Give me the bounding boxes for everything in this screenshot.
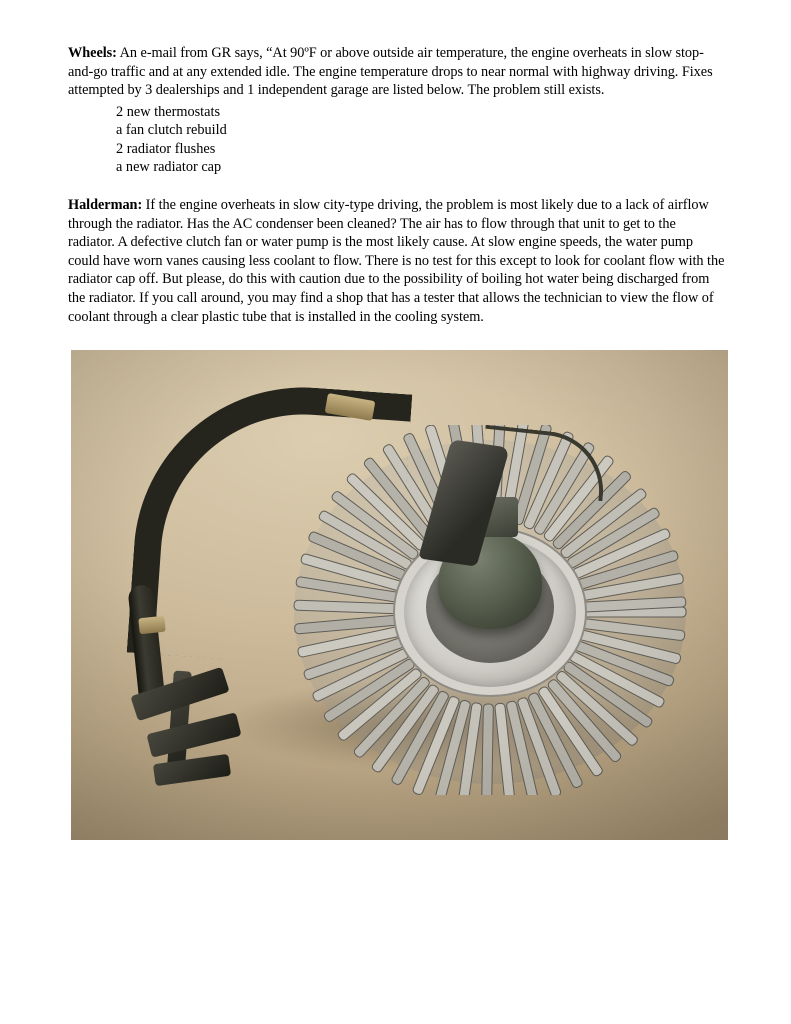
paragraph-halderman [68, 196, 725, 326]
photo-figure [71, 350, 728, 840]
paragraph-wheels [68, 44, 725, 100]
list-item: 2 radiator flushes [116, 140, 216, 157]
engine-cooling-fan-clutch-photo [71, 350, 728, 840]
list-item: a fan clutch rebuild [116, 122, 227, 139]
list-item: 2 new thermostats [116, 103, 221, 120]
paragraph-halderman-lead: Halderman: [68, 197, 143, 214]
list-item: a new radiator cap [116, 159, 222, 176]
paragraph-spacer [68, 177, 725, 196]
paragraph-halderman-text: If the engine overheats in slow city-type driving, the problem is most likely due to a lack of airflow through the radiator. Has the AC condenser been cleaned? The air has to flow through that unit to get to the radiator. A defective clutch fan or water pump is the most likely cause. At slow engine speeds, the water pump could have worn vanes causing less coolant to flow. There is no test for this except to look for coolant flow with the radiator cap off. But please, do this with caution due to the possibility of boiling hot water being discharged from the radiator. If you call around, you may find a shop that has a tester that allows the technician to view the flow of coolant through a clear plastic tube that is installed in the cooling system. [68, 197, 725, 325]
paragraph-wheels-lead: Wheels: [68, 45, 117, 61]
paragraph-wheels-text: An e-mail from GR says, “At 90ºF or above outside air temperature, the engine overheats in slow stop-and-go traffic and at any extended idle. The engine temperature drops to near normal with highway driving. Fixes attempted by 3 dealerships and 1 independent garage are listed below. The problem still exists. [68, 45, 713, 99]
photo-vignette [71, 350, 728, 840]
fix-list [68, 103, 725, 177]
